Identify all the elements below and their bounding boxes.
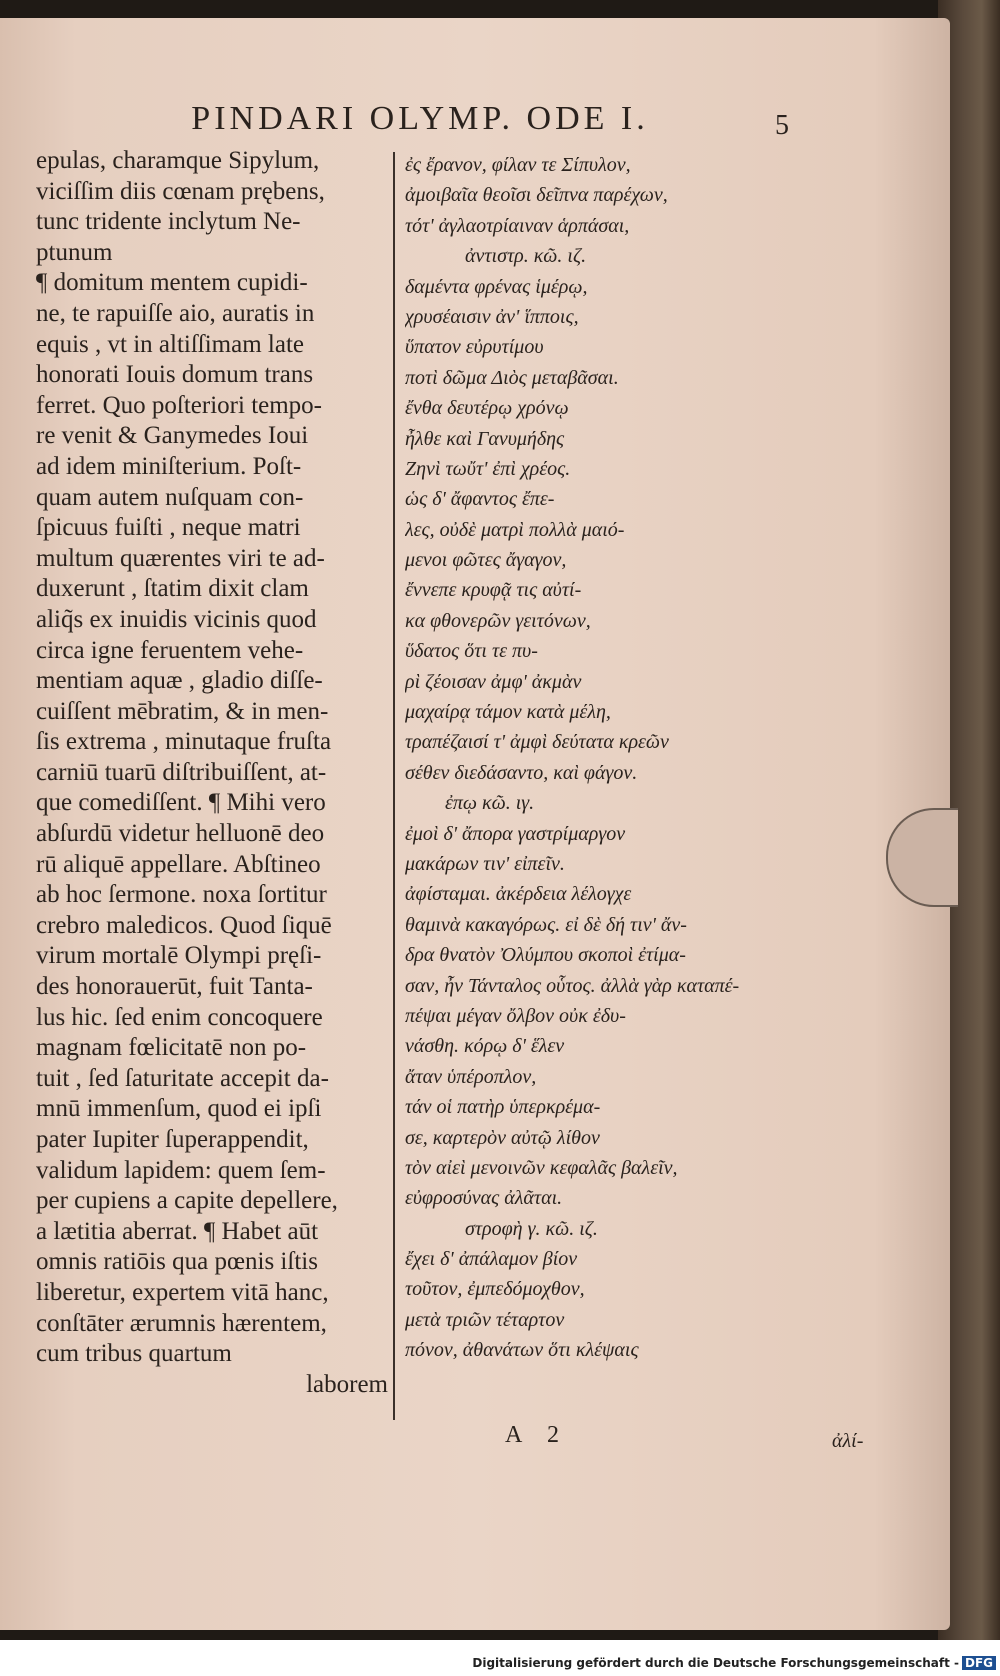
latin-line: pater Iupiter ſuperappendit, — [36, 1126, 309, 1153]
latin-line: rū aliquē appellare. Abſtineo — [36, 850, 321, 878]
latin-line: multum quærentes viri te ad- — [36, 544, 325, 572]
greek-line: τραπέζαισί τ' ἀμφὶ δεύτατα κρεῶν — [405, 731, 669, 754]
latin-line: ¶ domitum mentem cupidi- — [36, 269, 308, 297]
greek-strophe-heading: ἀντιστρ. κῶ. ιζ. — [465, 245, 587, 268]
latin-line: a lætitia aberrat. ¶ Habet aūt — [36, 1217, 319, 1245]
latin-line: cum tribus quartum — [36, 1340, 232, 1368]
greek-strophe-heading: στροφὴ γ. κῶ. ιζ. — [465, 1217, 598, 1240]
greek-line: μενοι φῶτες ἄγαγον, — [405, 549, 567, 572]
greek-line: σε, καρτερὸν αὐτῷ λίθον — [405, 1126, 600, 1149]
greek-line: τοῦτον, ἐμπεδόμοχθον, — [405, 1278, 585, 1301]
greek-line: ἄταν ὑπέροπλον, — [405, 1065, 537, 1088]
catchword: ἀλί- — [832, 1430, 864, 1452]
greek-line: ἐμοὶ δ' ἄπορα γαστρίμαργον — [405, 822, 626, 845]
latin-line: viciſſim diis cœnam prębens, — [36, 177, 325, 205]
latin-line: carniū tuarū diſtribuiſſent, at- — [36, 758, 327, 786]
latin-line: equis , vt in altiſſimam late — [36, 330, 305, 358]
greek-line: ἦλθε καὶ Γανυμήδης — [405, 427, 565, 450]
latin-line: ptunum — [36, 238, 113, 266]
signature-mark: A 2 — [505, 1422, 570, 1448]
greek-line: νάσθη. κόρῳ δ' ἕλεν — [405, 1035, 565, 1058]
latin-line: abſurdū videtur helluonē deo — [36, 820, 325, 848]
greek-line: ποτὶ δῶμα Διὸς μεταβᾶσαι. — [405, 366, 619, 389]
latin-line: que comediſſent. ¶ Mihi vero — [36, 789, 326, 817]
latin-line: mnū immenſum, quod ei ipſi — [36, 1095, 322, 1123]
greek-line: δρα θνατὸν Ὀλύμπου σκοποὶ ἐτίμα- — [405, 944, 686, 967]
latin-translation-column — [36, 146, 388, 1400]
greek-line: ἀφίσταμαι. ἀκέρδεια λέλογχε — [405, 883, 632, 906]
greek-line: ἔνθα δευτέρῳ χρόνῳ — [405, 397, 569, 420]
running-header: PINDARI OLYMP. ODE I. — [191, 100, 649, 137]
greek-line: ὕπατον εὐρυτίμου — [405, 336, 544, 359]
greek-line: ἔχει δ' ἀπάλαμον βίον — [405, 1248, 578, 1271]
latin-line: aliq̃s ex inuidis vicinis quod — [36, 605, 317, 633]
greek-line: λες, οὐδὲ ματρὶ πολλὰ μαιό- — [405, 518, 625, 541]
credit-text: Digitalisierung gefördert durch die Deutsche Forschungsgemeinschaft - — [472, 1656, 959, 1670]
greek-line: πέψαι μέγαν ὄλβον οὐκ ἐδυ- — [405, 1004, 626, 1027]
greek-line: τὸν αἰεὶ μενοινῶν κεφαλᾶς βαλεῖν, — [405, 1156, 678, 1179]
greek-line: Ζηνὶ τωὔτ' ἐπὶ χρέος. — [405, 457, 571, 480]
latin-line: honorati Iouis domum trans — [36, 361, 314, 389]
latin-line: ſis extrema , minutaque fruſta — [36, 728, 332, 756]
greek-line: ὡς δ' ἄφαντος ἔπε- — [405, 488, 555, 511]
latin-line: ſpicuus fuiſti , neque matri — [36, 514, 301, 542]
greek-line: τότ' ἀγλαοτρίαιναν ἁρπάσαι, — [405, 214, 630, 237]
page-number: 5 — [775, 110, 789, 141]
latin-line: quam autem nuſquam con- — [36, 483, 304, 511]
latin-line: virum mortalē Olympi pręſi- — [36, 942, 322, 970]
latin-line: conſtāter ærumnis hærentem, — [36, 1309, 327, 1337]
latin-line: lus hic. ſed enim concoquere — [36, 1003, 323, 1031]
greek-line: μακάρων τιν' εἰπεῖν. — [405, 852, 565, 875]
latin-line: des honorauerūt, fuit Tanta- — [36, 973, 313, 1001]
greek-line: σέθεν διεδάσαντο, καὶ φάγον. — [405, 761, 638, 784]
greek-line: χρυσέαισιν ἀν' ἵπποις, — [405, 305, 579, 328]
latin-line: cuiſſent mēbratim, & in men- — [36, 697, 329, 725]
latin-line: validum lapidem: quem ſem- — [36, 1156, 326, 1184]
latin-line: tunc tridente inclytum Ne- — [36, 208, 301, 236]
greek-line: μετὰ τριῶν τέταρτον — [405, 1308, 565, 1331]
greek-line: ρὶ ζέοισαν ἀμφ' ἀκμὰν — [405, 670, 582, 693]
latin-line: mentiam aquæ , gladio diſſe- — [36, 667, 323, 695]
greek-strophe-heading: ἐπῳ κῶ. ιγ. — [445, 792, 535, 815]
dfg-logo: DFG — [962, 1656, 996, 1670]
greek-line: δαμέντα φρένας ἱμέρῳ, — [405, 275, 588, 298]
latin-line: per cupiens a capite depellere, — [36, 1187, 338, 1215]
latin-line: re venit & Ganymedes Ioui — [36, 422, 309, 450]
greek-line: ὕδατος ὅτι τε πυ- — [405, 640, 538, 663]
greek-line: σαν, ἦν Τάνταλος οὗτος. ἀλλὰ γὰρ καταπέ- — [405, 974, 740, 997]
latin-line: ab hoc ſermone. noxa ſortitur — [36, 881, 327, 909]
latin-line: ad idem miniſterium. Poſt- — [36, 452, 302, 480]
greek-line: ἀμοιβαῖα θεοῖσι δεῖπνα παρέχων, — [405, 184, 668, 207]
column-divider — [393, 152, 395, 1420]
greek-line: εὐφροσύνας ἀλᾶται. — [405, 1187, 563, 1210]
greek-text-column — [405, 150, 925, 1366]
latin-line: magnam fœlicitatē non po- — [36, 1034, 307, 1062]
greek-line: πόνον, ἀθανάτων ὅτι κλέψαις — [405, 1339, 639, 1362]
latin-line: tuit , ſed ſaturitate accepit da- — [36, 1064, 329, 1092]
greek-line: ἐς ἔρανον, φίλαν τε Σίπυλον, — [405, 154, 631, 176]
latin-line: laborem — [306, 1370, 388, 1398]
latin-line: circa igne feruentem vehe- — [36, 636, 304, 664]
greek-line: ἔννεπε κρυφᾷ τις αὐτί- — [405, 579, 582, 602]
latin-line: liberetur, expertem vitā hanc, — [36, 1278, 329, 1306]
latin-line: crebro maledicos. Quod ſiquē — [36, 911, 332, 939]
greek-line: μαχαίρᾳ τάμον κατὰ μέλη, — [405, 701, 611, 724]
digitization-credit — [472, 1656, 996, 1670]
latin-line: ne, te rapuiſſe aio, auratis in — [36, 299, 315, 327]
latin-line: omnis ratiōis qua pœnis iſtis — [36, 1248, 318, 1276]
greek-line: τάν οἱ πατὴρ ὑπερκρέμα- — [405, 1096, 601, 1119]
latin-line: duxerunt , ſtatim dixit clam — [36, 575, 309, 603]
latin-line: epulas, charamque Sipylum, — [36, 147, 320, 174]
greek-line: θαμινὰ κακαγόρως. εἰ δὲ δή τιν' ἄν- — [405, 913, 687, 936]
greek-line: κα φθονερῶν γειτόνων, — [405, 609, 591, 632]
latin-line: ferret. Quo poſteriori tempo- — [36, 391, 323, 419]
